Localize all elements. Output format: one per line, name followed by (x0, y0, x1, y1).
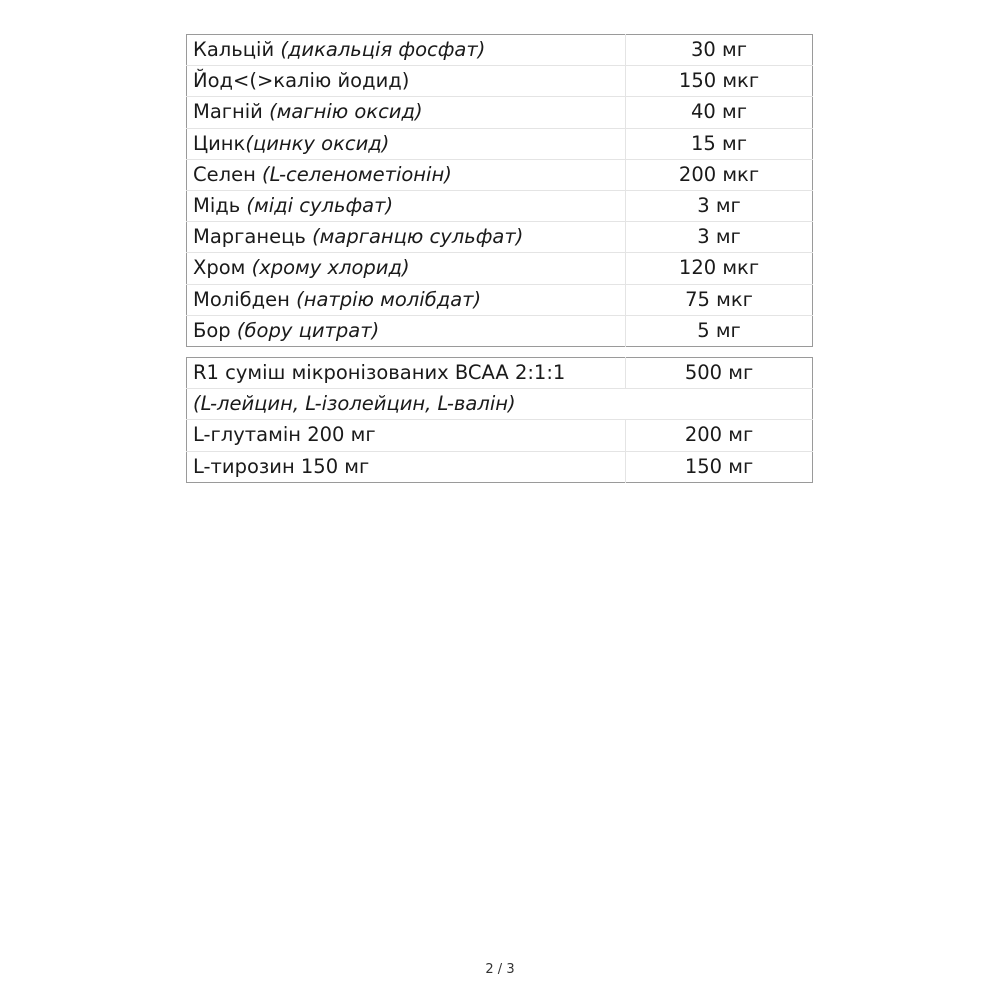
nutrient-form: (дикальція фосфат) (280, 38, 486, 62)
nutrient-name-cell (187, 97, 626, 128)
nutrient-name: R1 суміш мікронізованих BCAA 2:1:1 (187, 358, 626, 389)
nutrient-amount: 15 мг (626, 128, 813, 159)
minerals-table (186, 34, 813, 347)
nutrient-name: Бор (193, 318, 231, 342)
nutrient-name: L-тирозин 150 мг (187, 451, 626, 482)
nutrient-form: (хрому хлорид) (251, 256, 410, 280)
nutrient-name-cell (187, 190, 626, 221)
amino-acids-table (186, 357, 813, 483)
nutrient-name: Марганець (193, 225, 306, 249)
table-row (187, 35, 813, 66)
nutrient-name: Кальцій (193, 38, 275, 62)
table-row (187, 222, 813, 253)
nutrient-amount: 75 мкг (626, 284, 813, 315)
nutrient-name-cell (187, 253, 626, 284)
bcaa-detail: (L-лейцин, L-ізолейцин, L-валін) (187, 389, 626, 420)
nutrient-form: (L-селенометіонін) (262, 162, 452, 186)
nutrient-name: Селен (193, 162, 256, 186)
nutrient-name: Йод<(>калію йодид) (193, 69, 410, 93)
nutrient-amount: 150 мкг (626, 66, 813, 97)
nutrient-amount: 500 мг (684, 361, 754, 385)
nutrient-amount: 200 мкг (626, 159, 813, 190)
nutrient-form: (цинку оксид) (245, 131, 390, 155)
nutrient-name: Магній (193, 100, 263, 124)
table-row (187, 358, 813, 389)
nutrient-amount: 150 мг (626, 451, 813, 482)
nutrient-form: (міді сульфат) (246, 194, 394, 218)
nutrient-form: (бору цитрат) (236, 318, 380, 342)
table-row (187, 420, 813, 451)
nutrient-name: Цинк (193, 131, 246, 155)
nutrient-form: (магнію оксид) (269, 100, 423, 124)
nutrient-amount: 3 мг (626, 222, 813, 253)
table-row (187, 97, 813, 128)
empty-amount-cell (626, 389, 813, 420)
table-row (187, 451, 813, 482)
nutrient-name: L-глутамін 200 мг (187, 420, 626, 451)
nutrient-name-cell (187, 159, 626, 190)
nutrient-name-cell (187, 35, 626, 66)
nutrient-form: (натрію молібдат) (296, 287, 482, 311)
nutrient-amount: 5 мг (626, 315, 813, 346)
table-row (187, 284, 813, 315)
nutrient-amount: 3 мг (626, 190, 813, 221)
nutrient-name-cell (187, 284, 626, 315)
nutrient-form: (марганцю сульфат) (312, 225, 524, 249)
nutrient-amount: 30 мг (691, 38, 747, 62)
nutrient-name: Мідь (193, 194, 241, 218)
table-row (187, 159, 813, 190)
table-row (187, 190, 813, 221)
nutrient-amount: 40 мг (626, 97, 813, 128)
table-row (187, 128, 813, 159)
page-number: 2 / 3 (485, 962, 515, 977)
nutrient-name-cell (187, 222, 626, 253)
nutrient-amount: 120 мкг (626, 253, 813, 284)
table-row (187, 66, 813, 97)
nutrient-amount: 200 мг (626, 420, 813, 451)
nutrient-name-cell (187, 315, 626, 346)
nutrient-name-cell (187, 128, 626, 159)
table-row (187, 253, 813, 284)
nutrient-name-cell (187, 66, 626, 97)
table-row (187, 315, 813, 346)
nutrient-name: Хром (193, 256, 246, 280)
table-row (187, 389, 813, 420)
nutrient-name: Молібден (193, 287, 290, 311)
